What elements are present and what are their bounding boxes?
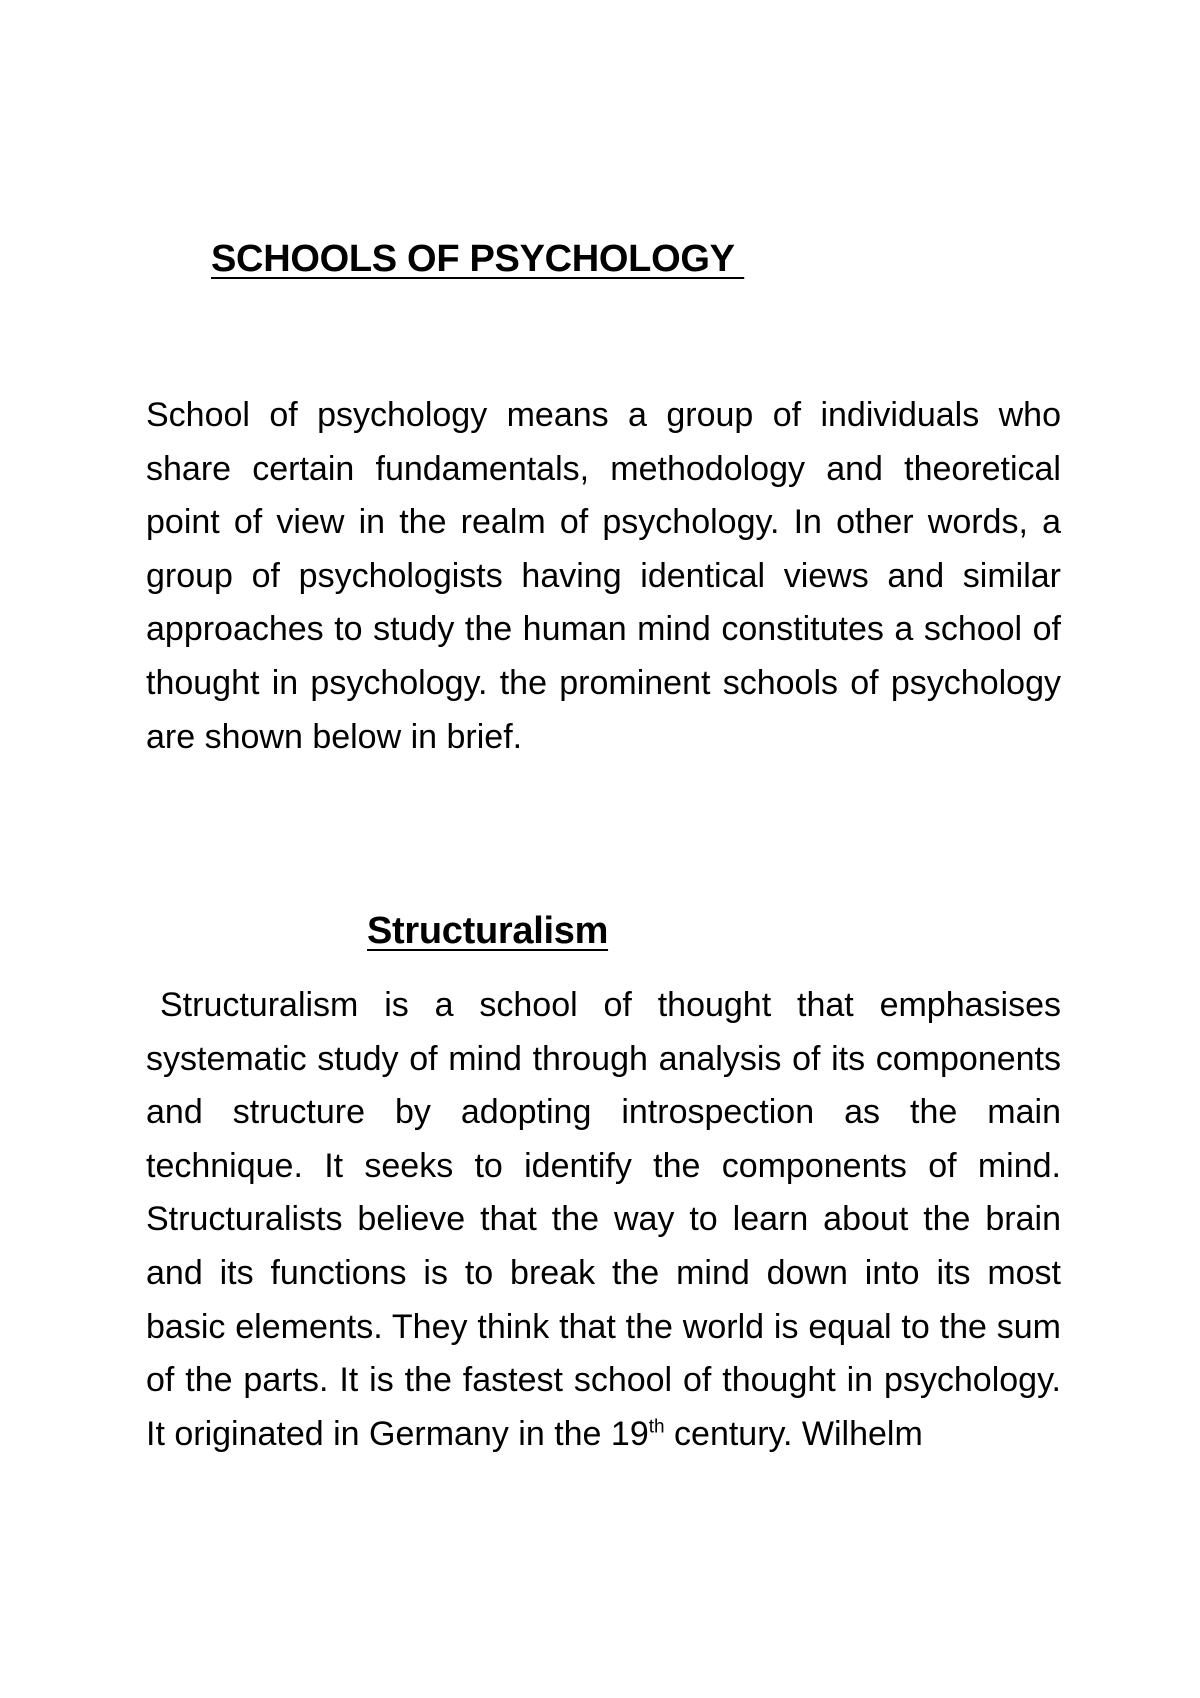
document-title: SCHOOLS OF PSYCHOLOGY	[211, 238, 745, 280]
section-heading-structuralism: Structuralism	[367, 910, 609, 952]
ordinal-superscript: th	[648, 1416, 665, 1438]
structuralism-text-end: century. Wilhelm	[664, 1414, 923, 1453]
intro-paragraph: School of psychology means a group of individuals who share certain fundamentals, methodology and theoretical point of view in the realm of psychology. In other words, a group of psychologists having identical views and similar approaches to study the human mind constitutes a school of thought in psychology. the prominent schools of psychology are shown below in brief.	[146, 396, 1061, 756]
structuralism-paragraph	[146, 979, 1061, 1461]
structuralism-text: Structuralism is a school of thought that emphasises systematic study of mind through analysis of its components and structure by adopting introspection as the main technique. It seeks to identify the components of mind. Structuralists believe that the way to learn about the brain and its functions is to break the mind down into its most basic elements. They think that the world is equal to the sum of the parts. It is the fastest school of thought in psychology. It originated in Germany in the 19	[146, 986, 1061, 1453]
